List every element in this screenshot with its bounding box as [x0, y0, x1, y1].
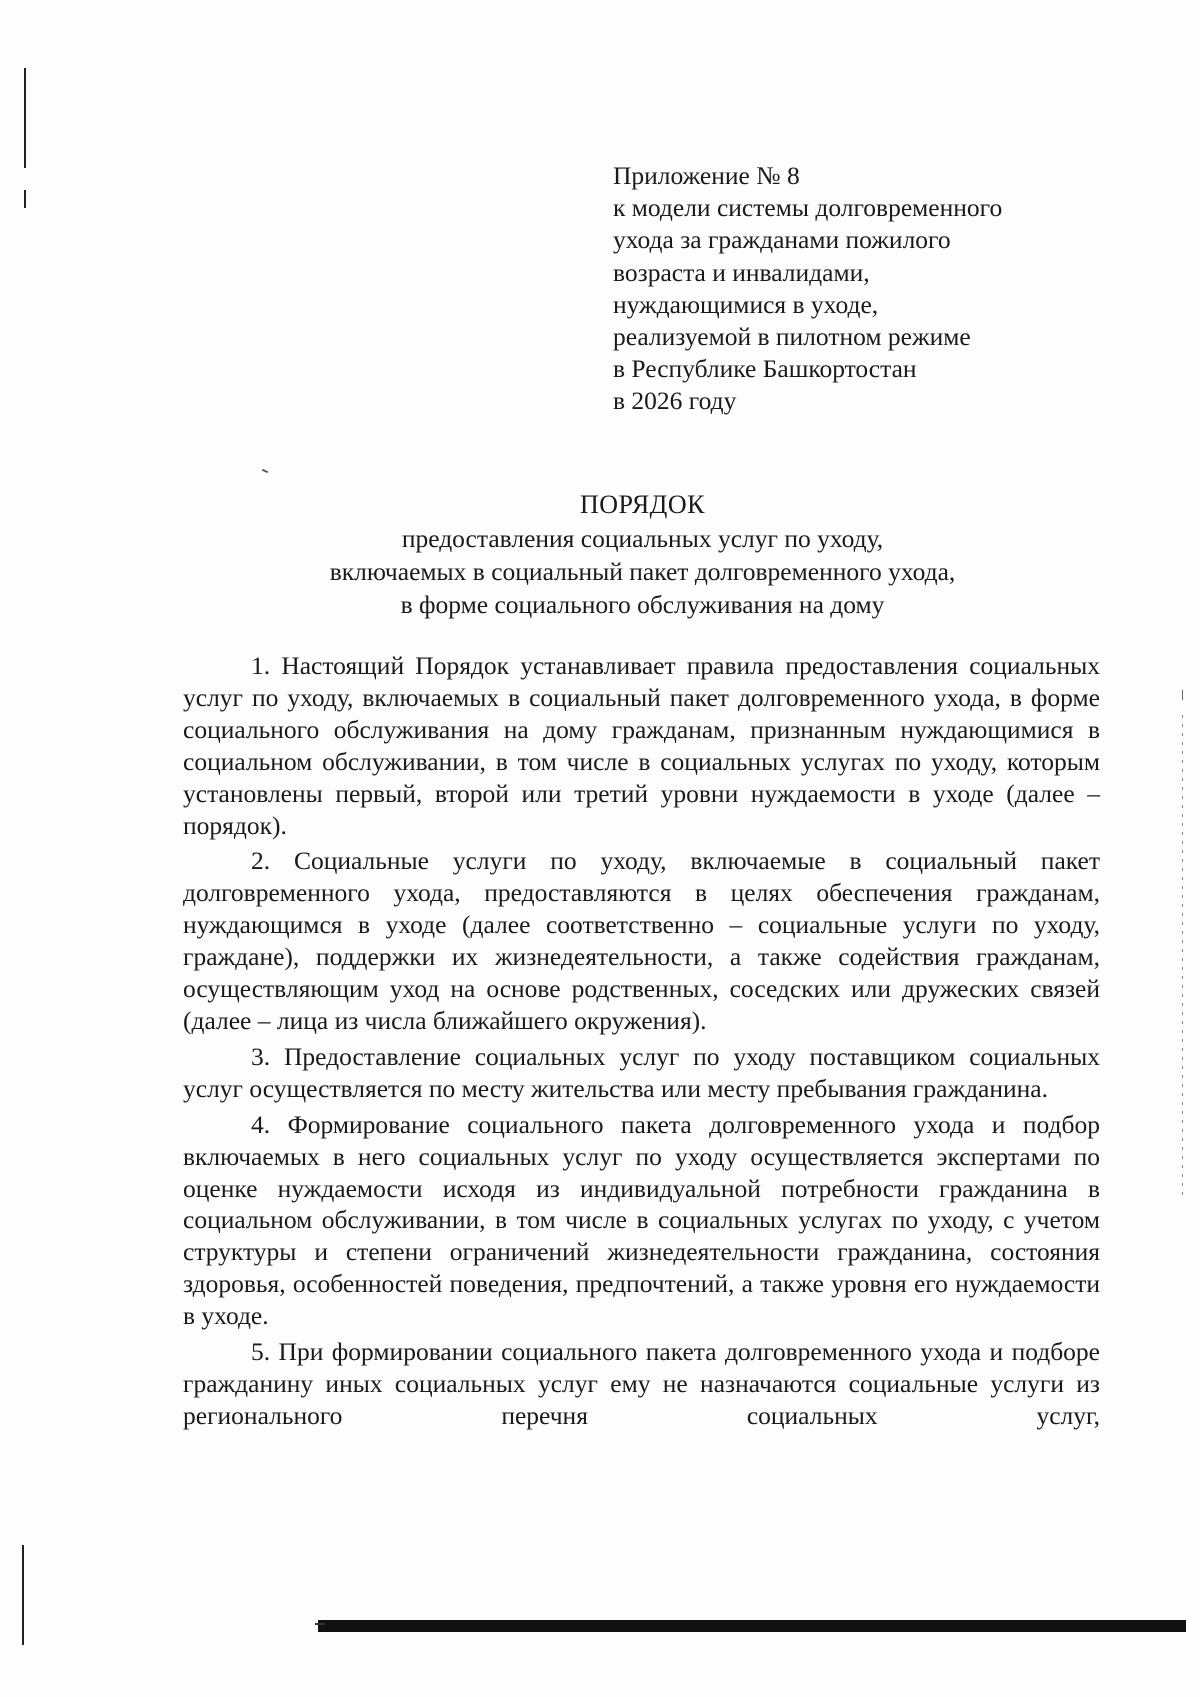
paragraph-3: 3. Предоставление социальных услуг по уходу поставщиком социальных услуг осуществляется по месту жительства или месту пребывания гражданина. — [183, 1041, 1100, 1103]
title-subtitle-line: включаемых в социальный пакет долговременного ухода, — [329, 557, 956, 586]
scan-edge-mark — [24, 68, 26, 168]
appendix-line: ухода за гражданами пожилого — [613, 225, 951, 255]
scan-edge-mark — [1182, 715, 1183, 1195]
scan-edge-mark — [22, 1545, 24, 1645]
appendix-line: к модели системы долговременного — [613, 193, 1003, 223]
scan-edge-mark — [24, 190, 26, 208]
document-title — [180, 488, 1105, 621]
scan-bottom-bar — [318, 1620, 1186, 1632]
paragraph-2: 2. Социальные услуги по уходу, включаемые в социальный пакет долговременного ухода, предоставляются в целях обеспечения гражданам, нуждающимся в уходе (далее соответственно – социальные услуги по уходу, граждане), поддержки их жизнедеятельности, а также содействия гражданам, осуществляющим уход на основе родственных, соседских или дружеских связей (далее – лица из числа ближайшего окружения). — [183, 846, 1100, 1035]
appendix-header — [613, 160, 1133, 418]
appendix-line: в Республике Башкортостан — [613, 354, 917, 384]
title-main: ПОРЯДОК — [579, 490, 706, 519]
document-body — [183, 650, 1100, 1436]
appendix-line: Приложение № 8 — [613, 161, 800, 190]
appendix-line: в 2026 году — [613, 386, 737, 416]
appendix-line: нуждающимися в уходе, — [613, 289, 879, 319]
scan-bottom-bar — [315, 1623, 325, 1625]
paragraph-5: 5. При формировании социального пакета долговременного ухода и подборе гражданину иных социальных услуг ему не назначаются социальные услуги из регионального перечня социальных услуг, — [183, 1337, 1100, 1430]
scan-edge-mark — [1182, 690, 1183, 700]
scan-speck — [262, 469, 268, 473]
appendix-line: реализуемой в пилотном режиме — [613, 322, 971, 352]
paragraph-1: 1. Настоящий Порядок устанавливает правила предоставления социальных услуг по уходу, включаемых в социальный пакет долговременного ухода, в форме социального обслуживания на дому гражданам, признанным нуждающимися в социальном обслуживании, в том числе в социальных услугах по уходу, которым установлены первый, второй или третий уровни нуждаемости в уходе (далее – порядок). — [183, 651, 1100, 840]
paragraph-4: 4. Формирование социального пакета долговременного ухода и подбор включаемых в него социальных услуг по уходу осуществляется экспертами по оценке нуждаемости исходя из индивидуальной потребности гражданина в социальном обслуживании, в том числе в социальных услугах по уходу, с учетом структуры и степени ограничений жизнедеятельности гражданина, состояния здоровья, особенностей поведения, предпочтений, а также уровня его нуждаемости в уходе. — [183, 1109, 1100, 1331]
title-subtitle-line: в форме социального обслуживания на дому — [400, 590, 885, 619]
title-subtitle-line: предоставления социальных услуг по уходу, — [401, 524, 884, 553]
appendix-line: возраста и инвалидами, — [613, 257, 870, 287]
